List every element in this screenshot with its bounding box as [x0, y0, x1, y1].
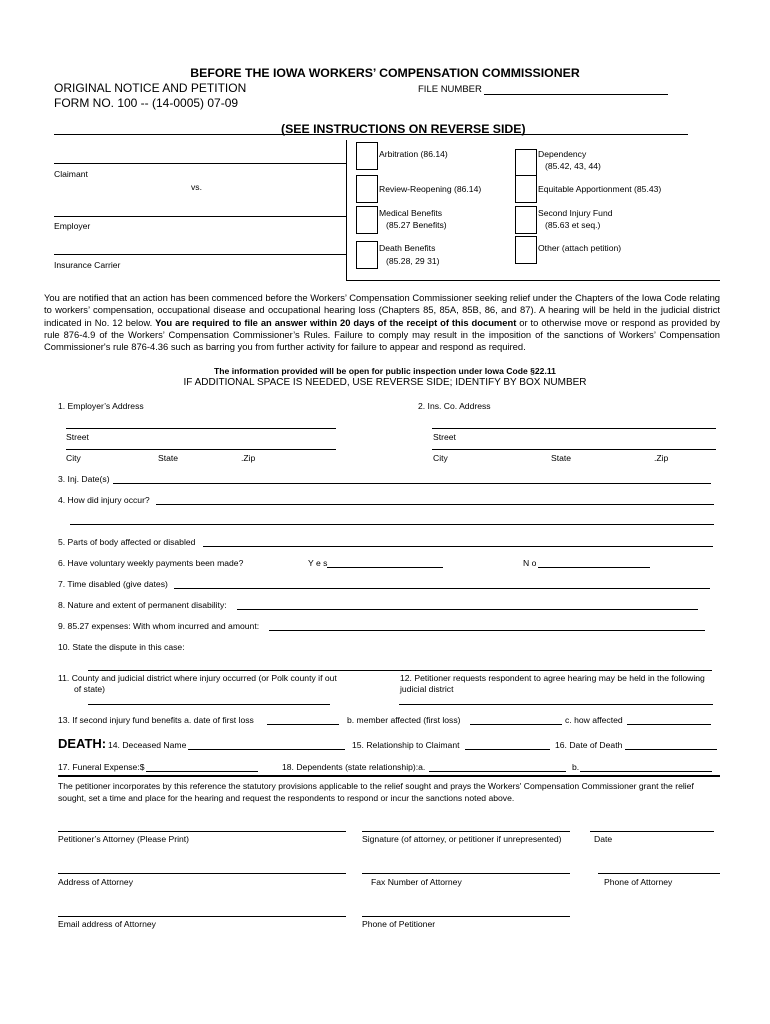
- date-death-label: 16. Date of Death: [555, 740, 623, 750]
- insurance-city-input[interactable]: [432, 438, 716, 450]
- yes-label: Y e s: [308, 558, 328, 568]
- heading-rule: [54, 134, 688, 135]
- second-injury-date-label: 13. If second injury fund benefits a. date of first loss: [58, 715, 254, 725]
- public-inspection-note: The information provided will be open for public inspection under Iowa Code §22.11: [214, 366, 556, 376]
- review-reopening-label: Review-Reopening (86.14): [379, 184, 482, 194]
- review-reopening-checkbox[interactable]: [356, 175, 378, 203]
- insurance-address-label: 2. Ins. Co. Address: [418, 401, 491, 411]
- first-loss-date-input[interactable]: [267, 713, 339, 725]
- employer-label: Employer: [54, 221, 91, 231]
- other-label: Other (attach petition): [538, 243, 622, 253]
- second-injury-fund-sub: (85.63 et seq.): [545, 220, 601, 230]
- relationship-input[interactable]: [465, 738, 550, 750]
- petitioner-phone-label: Phone of Petitioner: [362, 919, 436, 929]
- form-title: BEFORE THE IOWA WORKERS’ COMPENSATION COMMISSIONER: [190, 66, 580, 80]
- insurance-zip-label: .Zip: [654, 453, 669, 463]
- form-number: FORM NO. 100 -- (14-0005) 07-09: [54, 96, 239, 110]
- employer-street-label: Street: [66, 432, 89, 442]
- employer-city-label: City: [66, 453, 81, 463]
- notice-text-1: You are notified that an action has been commenced before the Workers’ Compensation Commissioner seeking relief under the Chapters of the Iowa Code relating to workers’ compensation, occupational disease and occupational hearing loss (Chapters 85, 85A, 85B, 86, and 87). A hearing will be held in the judicial district indicated in No. 12 below.: [44, 292, 720, 328]
- no-input[interactable]: [538, 556, 650, 568]
- death-benefits-checkbox[interactable]: [356, 241, 378, 269]
- parties-divider: [346, 140, 347, 281]
- notice-paragraph: [44, 292, 720, 353]
- body-parts-label: 5. Parts of body affected or disabled: [58, 537, 196, 547]
- death-benefits-sub: (85.28, 29 31): [386, 256, 440, 266]
- dependents-b-input[interactable]: [580, 760, 712, 772]
- insurance-street-input[interactable]: [432, 417, 716, 429]
- attorney-email-label: Email address of Attorney: [58, 919, 156, 929]
- death-benefits-label: Death Benefits: [379, 243, 436, 253]
- funeral-expense-label: 17. Funeral Expense:$: [58, 762, 145, 772]
- petitioner-district-label: 12. Petitioner requests respondent to agree hearing may be held in the following: [400, 673, 705, 683]
- time-disabled-label: 7. Time disabled (give dates): [58, 579, 168, 589]
- versus-label: vs.: [191, 182, 202, 192]
- permanent-disability-input[interactable]: [237, 598, 698, 610]
- dependency-checkbox[interactable]: [515, 149, 537, 177]
- signature-input[interactable]: [362, 820, 570, 832]
- medical-benefits-label: Medical Benefits: [379, 208, 443, 218]
- body-parts-input[interactable]: [203, 535, 713, 547]
- how-affected-label: c. how affected: [565, 715, 623, 725]
- attorney-address-label: Address of Attorney: [58, 877, 133, 887]
- notice-text-2: or to otherwise move or respond as provided by rule 876-4.9 of the Workers’ Compensation Commissioner’s Rules. Failure to comply may result in the imposition of the sanctions of Workers’ Compensation Commissioner's rule 876-4.36 such as barring you from further activity for failure to appear and respond as required.: [44, 316, 720, 353]
- instructions-heading: (SEE INSTRUCTIONS ON REVERSE SIDE): [281, 122, 526, 136]
- dispute-input[interactable]: [88, 659, 712, 671]
- county-input[interactable]: [88, 693, 330, 705]
- judicial-district-input[interactable]: [399, 693, 713, 705]
- insurance-carrier-label: Insurance Carrier: [54, 260, 121, 270]
- notice-deadline: You are required to file an answer within 20 days of the receipt of this document: [155, 316, 517, 328]
- expenses-input[interactable]: [269, 619, 705, 631]
- expenses-label: 9. 85.27 expenses: With whom incurred and amount:: [58, 621, 260, 631]
- date-input[interactable]: [590, 820, 714, 832]
- other-checkbox[interactable]: [515, 236, 537, 264]
- file-number-label: FILE NUMBER: [418, 84, 482, 95]
- claimant-input[interactable]: [54, 152, 346, 164]
- form-subtitle-notice: ORIGINAL NOTICE AND PETITION: [54, 81, 247, 95]
- arbitration-checkbox[interactable]: [356, 142, 378, 170]
- employer-city-input[interactable]: [66, 438, 336, 450]
- attorney-phone-input[interactable]: [598, 862, 720, 874]
- section-divider: [58, 775, 720, 777]
- how-injury-input[interactable]: [156, 493, 714, 505]
- member-affected-input[interactable]: [470, 713, 562, 725]
- relationship-label: 15. Relationship to Claimant: [352, 740, 460, 750]
- dependency-sub: (85.42, 43, 44): [545, 161, 601, 171]
- petitioner-district-label-2: judicial district: [400, 684, 454, 694]
- dependents-label: 18. Dependents (state relationship):a.: [282, 762, 426, 772]
- county-label: 11. County and judicial district where injury occurred (or Polk county if out: [58, 673, 337, 683]
- petition-statement: The petitioner incorporates by this reference the statutory provisions applicable to the relief sought and prays the Workers' Compensation Commissioner grant the relief sought, set a time and place for the hearing and request the respondents to respond or incur the sanctions noted above.: [58, 781, 694, 803]
- insurance-street-label: Street: [433, 432, 456, 442]
- signature-label: Signature (of attorney, or petitioner if unrepresented): [362, 834, 562, 844]
- employer-street-input[interactable]: [66, 417, 336, 429]
- insurance-state-label: State: [551, 453, 572, 463]
- deceased-name-label: 14. Deceased Name: [108, 740, 187, 750]
- medical-benefits-checkbox[interactable]: [356, 206, 378, 234]
- second-injury-fund-label: Second Injury Fund: [538, 208, 613, 218]
- arbitration-label: Arbitration (86.14): [379, 149, 448, 159]
- attorney-phone-label: Phone of Attorney: [604, 877, 673, 887]
- insurance-carrier-input[interactable]: [54, 243, 346, 255]
- deceased-name-input[interactable]: [188, 738, 345, 750]
- voluntary-payments-label: 6. Have voluntary weekly payments been made?: [58, 558, 244, 568]
- how-injury-input-2[interactable]: [70, 513, 714, 525]
- injury-dates-input[interactable]: [113, 472, 711, 484]
- boxes-bottom-rule: [346, 280, 720, 281]
- no-label: N o: [523, 558, 537, 568]
- equitable-apportionment-label: Equitable Apportionment (85.43): [538, 184, 662, 194]
- how-injury-label: 4. How did injury occur?: [58, 495, 150, 505]
- attorney-address-input[interactable]: [58, 862, 346, 874]
- attorney-email-input[interactable]: [58, 905, 346, 917]
- date-death-input[interactable]: [625, 738, 717, 750]
- yes-input[interactable]: [327, 556, 443, 568]
- employer-address-label: 1. Employer’s Address: [58, 401, 144, 411]
- injury-dates-label: 3. Inj. Date(s): [58, 474, 110, 484]
- time-disabled-input[interactable]: [174, 577, 710, 589]
- insurance-city-label: City: [433, 453, 448, 463]
- fax-label: Fax Number of Attorney: [371, 877, 462, 887]
- employer-zip-label: .Zip: [241, 453, 256, 463]
- date-label: Date: [594, 834, 613, 844]
- fax-input[interactable]: [362, 862, 570, 874]
- how-affected-input[interactable]: [627, 713, 711, 725]
- dispute-label: 10. State the dispute in this case:: [58, 642, 185, 652]
- attorney-name-label: Petitioner’s Attorney (Please Print): [58, 834, 190, 844]
- attorney-name-input[interactable]: [58, 820, 346, 832]
- claimant-label: Claimant: [54, 169, 88, 179]
- employer-input[interactable]: [54, 205, 346, 217]
- employer-state-label: State: [158, 453, 179, 463]
- petitioner-phone-input[interactable]: [362, 905, 570, 917]
- equitable-apportionment-checkbox[interactable]: [515, 175, 537, 203]
- additional-space-note: IF ADDITIONAL SPACE IS NEEDED, USE REVERSE SIDE; IDENTIFY BY BOX NUMBER: [183, 377, 587, 388]
- dependents-a-input[interactable]: [429, 760, 566, 772]
- funeral-expense-input[interactable]: [146, 760, 258, 772]
- death-heading: DEATH:: [58, 736, 107, 751]
- dependents-b-label: b.: [572, 762, 580, 772]
- second-injury-fund-checkbox[interactable]: [515, 206, 537, 234]
- county-label-2: of state): [74, 684, 106, 694]
- medical-benefits-sub: (85.27 Benefits): [386, 220, 447, 230]
- file-number-input[interactable]: [484, 83, 668, 95]
- dependency-label: Dependency: [538, 149, 587, 159]
- permanent-disability-label: 8. Nature and extent of permanent disability:: [58, 600, 227, 610]
- member-affected-label: b. member affected (first loss): [347, 715, 461, 725]
